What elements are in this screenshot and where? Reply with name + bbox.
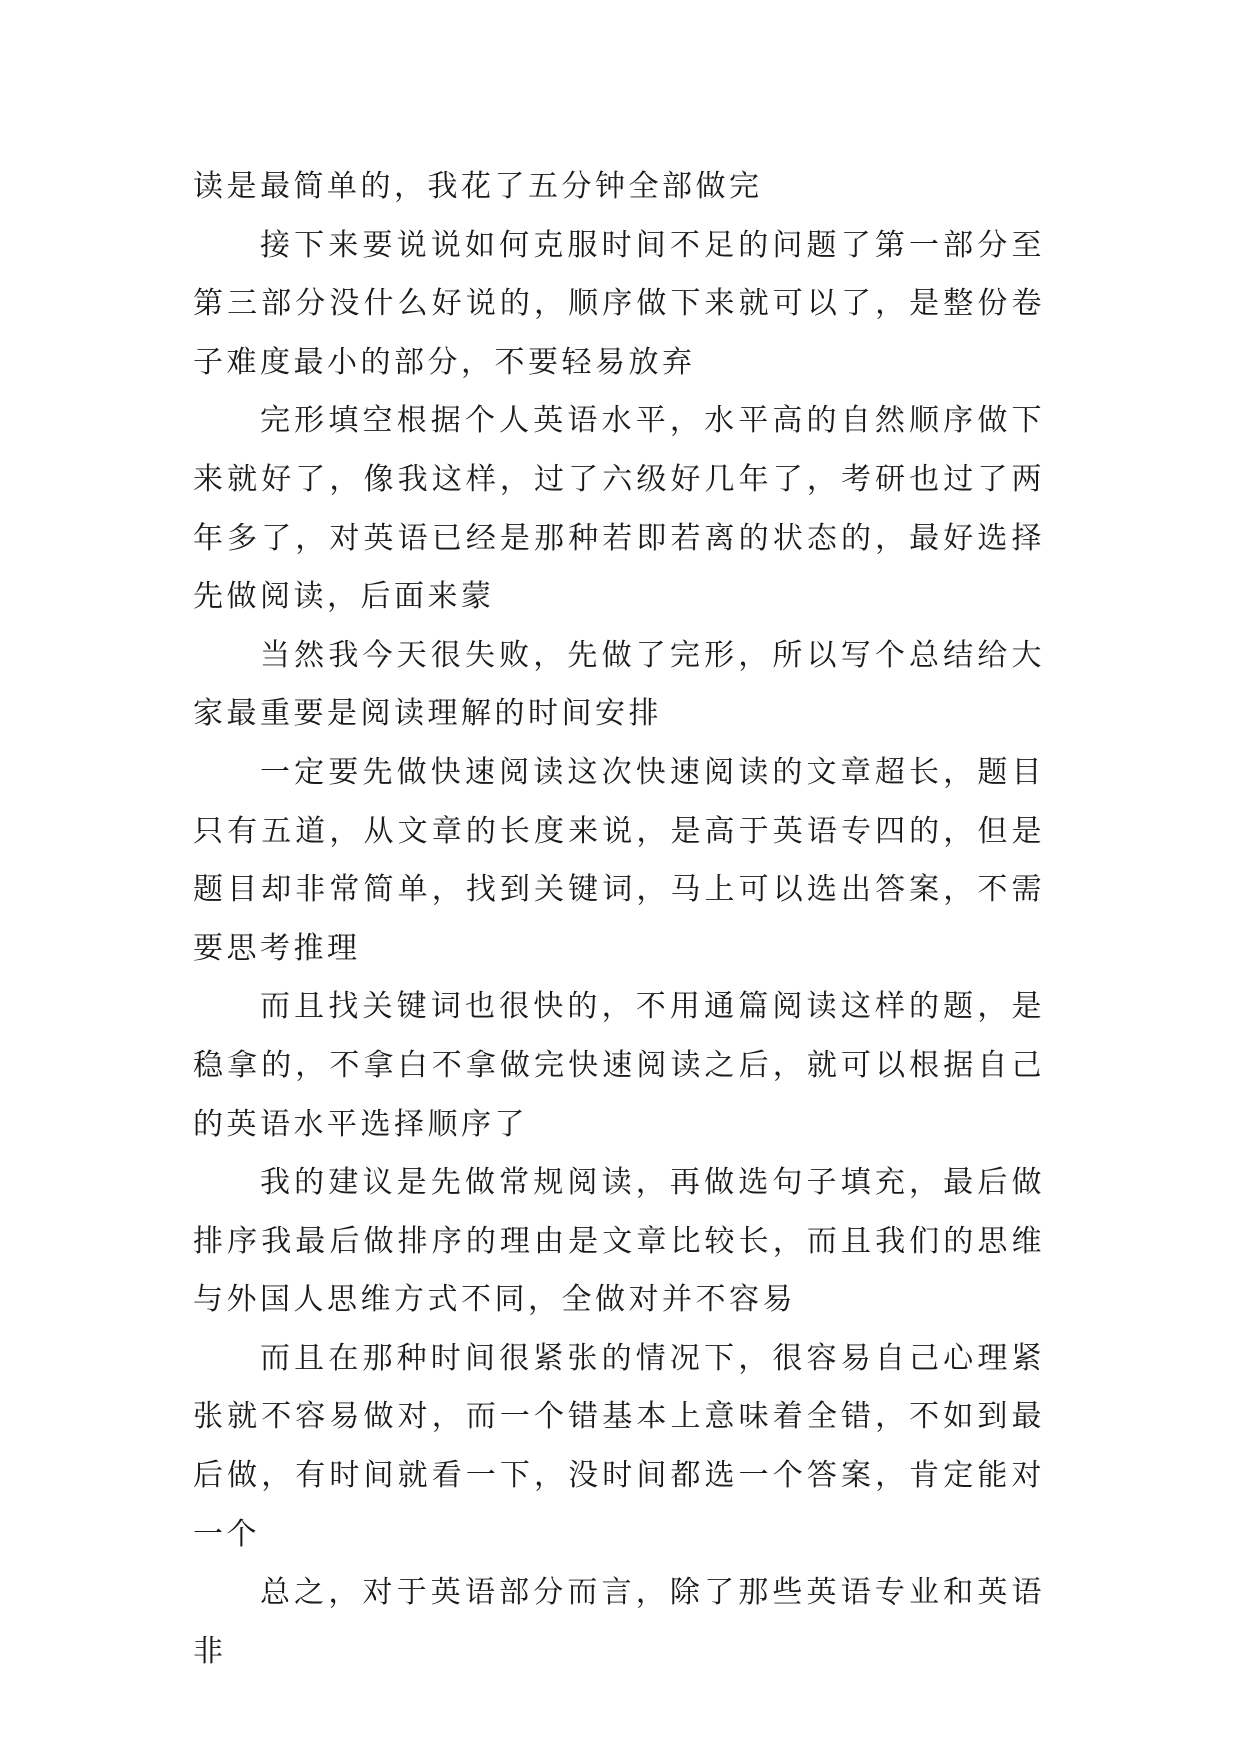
paragraph-6: 而且找关键词也很快的，不用通篇阅读这样的题，是稳拿的，不拿白不拿做完快速阅读之后，就可以根据自己的英语水平选择顺序了 (193, 989, 1045, 1142)
paragraph-2: 接下来要说说如何克服时间不足的问题了第一部分至第三部分没什么好说的，顺序做下来就可以了，是整份卷子难度最小的部分，不要轻易放弃 (193, 227, 1045, 380)
document-body (193, 158, 1045, 1681)
paragraph-5: 一定要先做快速阅读这次快速阅读的文章超长，题目只有五道，从文章的长度来说，是高于英语专四的，但是题目却非常简单，找到关键词，马上可以选出答案，不需要思考推理 (193, 754, 1045, 966)
paragraph-8: 而且在那种时间很紧张的情况下，很容易自己心理紧张就不容易做对，而一个错基本上意味着全错，不如到最后做，有时间就看一下，没时间都选一个答案，肯定能对一个 (193, 1340, 1045, 1552)
paragraph-3: 完形填空根据个人英语水平，水平高的自然顺序做下来就好了，像我这样，过了六级好几年了，考研也过了两年多了，对英语已经是那种若即若离的状态的，最好选择先做阅读，后面来蒙 (193, 403, 1045, 615)
paragraph-1: 读是最简单的，我花了五分钟全部做完 (193, 169, 763, 204)
paragraph-9: 总之，对于英语部分而言，除了那些英语专业和英语非 (193, 1575, 1045, 1669)
paragraph-4: 当然我今天很失败，先做了完形，所以写个总结给大家最重要是阅读理解的时间安排 (193, 637, 1045, 732)
paragraph-7: 我的建议是先做常规阅读，再做选句子填充，最后做排序我最后做排序的理由是文章比较长，而且我们的思维与外国人思维方式不同，全做对并不容易 (193, 1165, 1045, 1318)
